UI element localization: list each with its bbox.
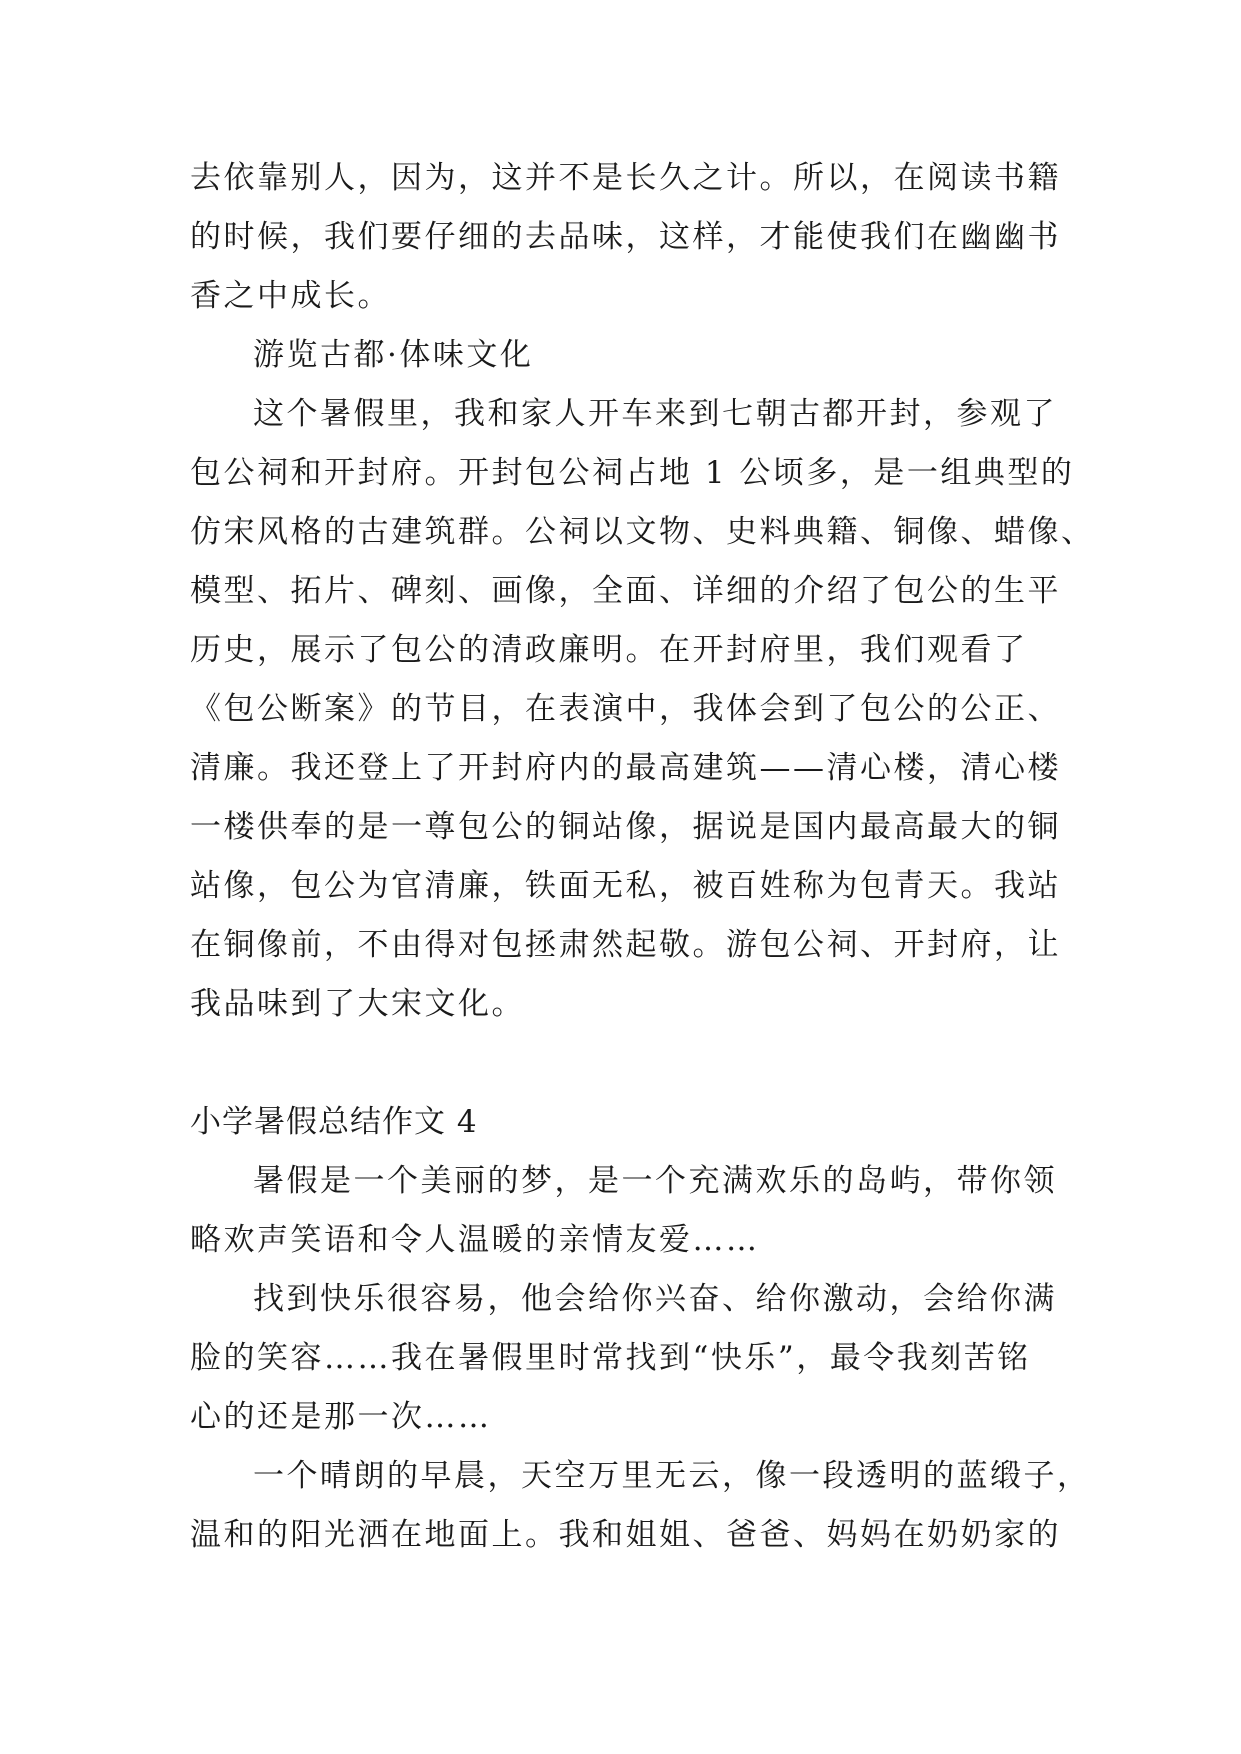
paragraph-line: 一楼供奉的是一尊包公的铜站像，据说是国内最高最大的铜: [190, 809, 1061, 845]
paragraph-line: 《包公断案》的节目，在表演中，我体会到了包公的公正、: [190, 691, 1061, 727]
section-heading: 小学暑假总结作文 4: [190, 1104, 478, 1140]
paragraph-line: 站像，包公为官清廉，铁面无私，被百姓称为包青天。我站: [190, 868, 1061, 904]
paragraph-line: 包公祠和开封府。开封包公祠占地 1 公顷多，是一组典型的: [190, 455, 1075, 491]
paragraph-line: 这个暑假里，我和家人开车来到七朝古都开封，参观了: [253, 396, 1057, 432]
paragraph-line: 一个晴朗的早晨，天空万里无云，像一段透明的蓝缎子，: [253, 1458, 1091, 1494]
paragraph-line: 清廉。我还登上了开封府内的最高建筑——清心楼，清心楼: [190, 750, 1061, 786]
paragraph-line: 去依靠别人，因为，这并不是长久之计。所以，在阅读书籍: [190, 160, 1061, 196]
paragraph-line: 我品味到了大宋文化。: [190, 986, 525, 1022]
paragraph-line: 历史，展示了包公的清政廉明。在开封府里，我们观看了: [190, 632, 1028, 668]
paragraph-line: 找到快乐很容易，他会给你兴奋、给你激动，会给你满: [253, 1281, 1057, 1317]
paragraph-line: 的时候，我们要仔细的去品味，这样，才能使我们在幽幽书: [190, 219, 1061, 255]
paragraph-line: 仿宋风格的古建筑群。公祠以文物、史料典籍、铜像、蜡像、: [190, 514, 1095, 550]
paragraph-line: 脸的笑容……我在暑假里时常找到“快乐”，最令我刻苦铭: [190, 1340, 1031, 1376]
paragraph-line: 心的还是那一次……: [190, 1399, 492, 1435]
paragraph-line: 香之中成长。: [190, 278, 391, 314]
paragraph-line: 略欢声笑语和令人温暖的亲情友爱……: [190, 1222, 760, 1258]
paragraph-line: 模型、拓片、碑刻、画像，全面、详细的介绍了包公的生平: [190, 573, 1061, 609]
section-subheading: 游览古都·体味文化: [253, 337, 534, 373]
paragraph-line: 在铜像前，不由得对包拯肃然起敬。游包公祠、开封府，让: [190, 927, 1061, 963]
paragraph-line: 温和的阳光洒在地面上。我和姐姐、爸爸、妈妈在奶奶家的: [190, 1517, 1061, 1553]
paragraph-line: 暑假是一个美丽的梦，是一个充满欢乐的岛屿，带你领: [253, 1163, 1057, 1199]
